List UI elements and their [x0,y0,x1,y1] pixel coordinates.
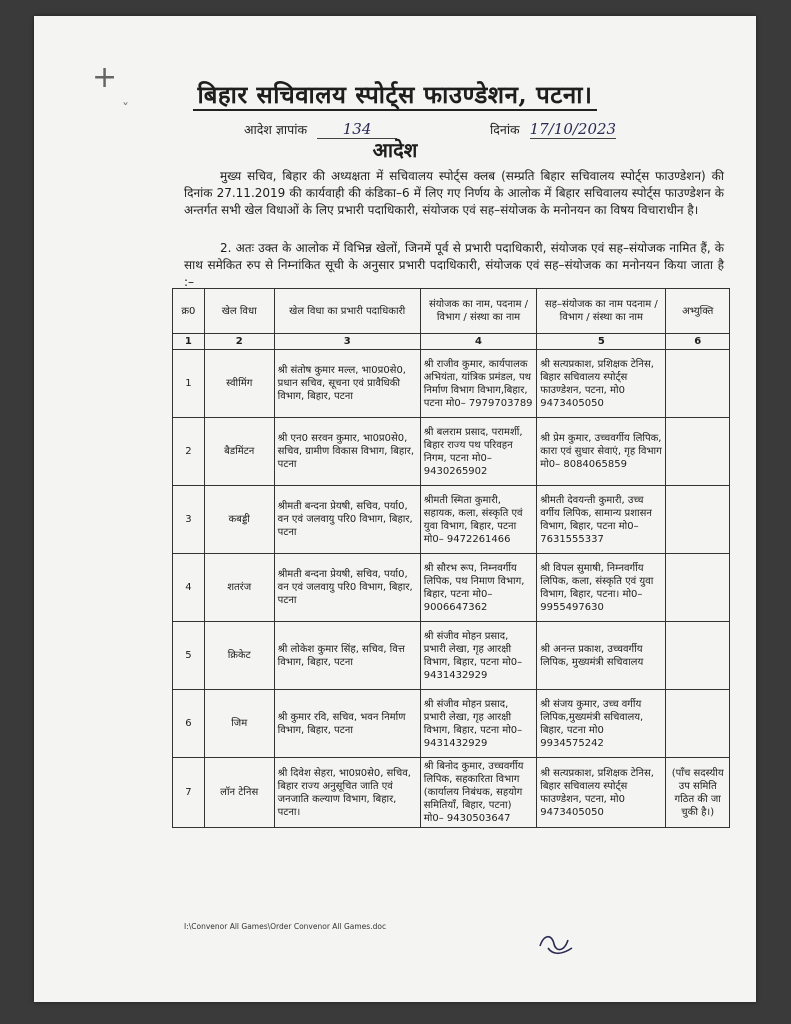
order-number-label: आदेश ज्ञापांक [244,122,308,137]
cell-convenor: श्री बिनोद कुमार, उच्चवर्गीय लिपिक, सहकारिता विभाग (कार्यालय निबंधक, सहयोग समितियाँ, बिहार, पटना) मो0– 9430503647 [420,758,536,828]
cell-sport: शतरंज [204,554,274,622]
cell-convenor: श्रीमती स्मिता कुमारी, सहायक, कला, संस्कृति एवं युवा विभाग, बिहार, पटना मो0– 9472261466 [420,486,536,554]
document-page [34,16,756,1002]
cell-sport: जिम [204,690,274,758]
cell-convenor: श्री सौरभ रूप, निम्नवर्गीय लिपिक, पथ निमाण विभाग, बिहार, पटना मो0– 9006647362 [420,554,536,622]
column-number: 3 [274,334,420,350]
column-number: 2 [204,334,274,350]
cell-officer: श्री एन0 सरवन कुमार, भा0प्र0से0, सचिव, ग्रामीण विकास विभाग, बिहार, पटना [274,418,420,486]
header-sport: खेल विधा [204,289,274,334]
header-convenor: संयोजक का नाम, पदनाम / विभाग / संस्था का नाम [420,289,536,334]
cell-officer: श्री संतोष कुमार मल्ल, भा0प्र0से0, प्रधान सचिव, सूचना एवं प्रावैधिकी विभाग, बिहार, पटना [274,350,420,418]
cell-convenor: श्री संजीव मोहन प्रसाद, प्रभारी लेखा, गृह आरक्षी विभाग, बिहार, पटना मो0– 9431432929 [420,690,536,758]
column-number-row [173,334,730,350]
table-row [173,690,730,758]
table-row [173,350,730,418]
column-number: 6 [666,334,730,350]
paragraph-2: 2. अतः उक्त के आलोक में विभिन्न खेलों, जिनमें पूर्व से प्रभारी पदाधिकारी, संयोजक एवं सह–संयोजक नामित हैं, के साथ समेकित रुप से निम्नांकित सूची के अनुसार प्रभारी पदाधिकारी, संयोजक एवं सह–संयोजक का मनोनयन किया जाता है :– [184,241,724,289]
table-row [173,622,730,690]
nomination-table [172,288,730,828]
cell-sn: 4 [173,554,205,622]
file-path-footer: I:\Convenor All Games\Order Convenor All Games.doc [184,922,387,931]
cell-sn: 1 [173,350,205,418]
header-officer: खेल विधा का प्रभारी पदाधिकारी [274,289,420,334]
cell-co-convenor: श्री संजय कुमार, उच्च वर्गीय लिपिक,मुख्यमंत्री सचिवालय, बिहार, पटना मो0 9934575242 [537,690,666,758]
table-row [173,486,730,554]
pen-mark: + [92,60,118,95]
cell-sport: लॉन टेनिस [204,758,274,828]
table-header-row [173,289,730,334]
header-sn: क्र0 [173,289,205,334]
header-remark: अभ्युक्ति [666,289,730,334]
cell-sport: बैडमिंटन [204,418,274,486]
cell-remark [666,554,730,622]
cell-sport: कबड्डी [204,486,274,554]
column-number: 1 [173,334,205,350]
cell-officer: श्रीमती बन्दना प्रेयषी, सचिव, पर्या0, वन एवं जलवायु परि0 विभाग, बिहार, पटना [274,486,420,554]
paragraph-1: मुख्य सचिव, बिहार की अध्यक्षता में सचिवालय स्पोर्ट्स क्लब (सम्प्रति बिहार सचिवालय स्पोर्ट्स फाउण्डेशन) की दिनांक 27.11.2019 की कार्यवाही की कंडिका–6 में लिए गए निर्णय के आलोक में बिहार सचिवालय स्पोर्ट्स फाउण्डेशन के अन्तर्गत सभी खेल विधाओं के लिए प्रभारी पदाधिकारी, संयोजक एवं सह–संयोजक के मनोनयन का विषय विचाराधीन है। [184,169,724,217]
column-number: 5 [537,334,666,350]
cell-officer: श्री दिवेश सेहरा, भा0प्र0से0, सचिव, बिहार राज्य अनुसूचित जाति एवं जनजाति कल्याण विभाग, बिहार, पटना। [274,758,420,828]
document-title [34,78,756,111]
cell-remark [666,350,730,418]
cell-remark: (पाँच सदस्यीय उप समिति गठित की जा चुकी है।) [666,758,730,828]
cell-co-convenor: श्री अनन्त प्रकाश, उच्चवर्गीय लिपिक, मुख्यमंत्री सचिवालय [537,622,666,690]
cell-co-convenor: श्री प्रेम कुमार, उच्चवर्गीय लिपिक, कारा एवं सुधार सेवाएं, गृह विभाग मो0– 8084065859 [537,418,666,486]
cell-sport: स्वीमिंग [204,350,274,418]
order-number-value: 134 [317,120,397,139]
cell-sport: क्रिकेट [204,622,274,690]
cell-co-convenor: श्री सत्यप्रकाश, प्रशिक्षक टेनिस, बिहार सचिवालय स्पोर्ट्स फाउण्डेशन, पटना, मो0 9473405050 [537,350,666,418]
cell-convenor: श्री बलराम प्रसाद, परामर्शी, बिहार राज्य पथ परिवहन निगम, पटना मो0– 9430265902 [420,418,536,486]
table-row [173,758,730,828]
cell-sn: 2 [173,418,205,486]
table-row [173,418,730,486]
column-number: 4 [420,334,536,350]
cell-sn: 5 [173,622,205,690]
cell-convenor: श्री संजीव मोहन प्रसाद, प्रभारी लेखा, गृह आरक्षी विभाग, बिहार, पटना मो0– 9431432929 [420,622,536,690]
date-value: 17/10/2023 [529,120,617,138]
cell-remark [666,690,730,758]
cell-sn: 3 [173,486,205,554]
cell-officer: श्री लोकेश कुमार सिंह, सचिव, वित्त विभाग, बिहार, पटना [274,622,420,690]
cell-officer: श्री कुमार रवि, सचिव, भवन निर्माण विभाग, बिहार, पटना [274,690,420,758]
cell-remark [666,418,730,486]
cell-remark [666,622,730,690]
cell-sn: 7 [173,758,205,828]
order-heading: आदेश [372,138,418,162]
cell-sn: 6 [173,690,205,758]
cell-co-convenor: श्री विपल सुमाषी, निम्नवर्गीय लिपिक, कला, संस्कृति एवं युवा विभाग, बिहार, पटना। मो0– 9955497630 [537,554,666,622]
cell-remark [666,486,730,554]
pen-mark: ˇ [122,102,129,118]
cell-co-convenor: श्री सत्यप्रकाश, प्रशिक्षक टेनिस, बिहार सचिवालय स्पोर्ट्स फाउण्डेशन, पटना, मो0 9473405050 [537,758,666,828]
header-co-convenor: सह–संयोजक का नाम पदनाम / विभाग / संस्था का नाम [537,289,666,334]
cell-convenor: श्री राजीव कुमार, कार्यपालक अभियंता, यांत्रिक प्रमंडल, पथ निर्माण विभाग विभाग,बिहार, पटना मो0– 7979703789 [420,350,536,418]
signature-mark [534,928,578,958]
table-row [173,554,730,622]
title-text: बिहार सचिवालय स्पोर्ट्स फाउण्डेशन, पटना। [193,80,596,111]
cell-officer: श्रीमती बन्दना प्रेयषी, सचिव, पर्या0, वन एवं जलवायु परि0 विभाग, बिहार, पटना [274,554,420,622]
cell-co-convenor: श्रीमती देवयन्ती कुमारी, उच्च वर्गीय लिपिक, सामान्य प्रशासन विभाग, बिहार, पटना मो0– 7631555337 [537,486,666,554]
date-label: दिनांक [490,122,520,137]
